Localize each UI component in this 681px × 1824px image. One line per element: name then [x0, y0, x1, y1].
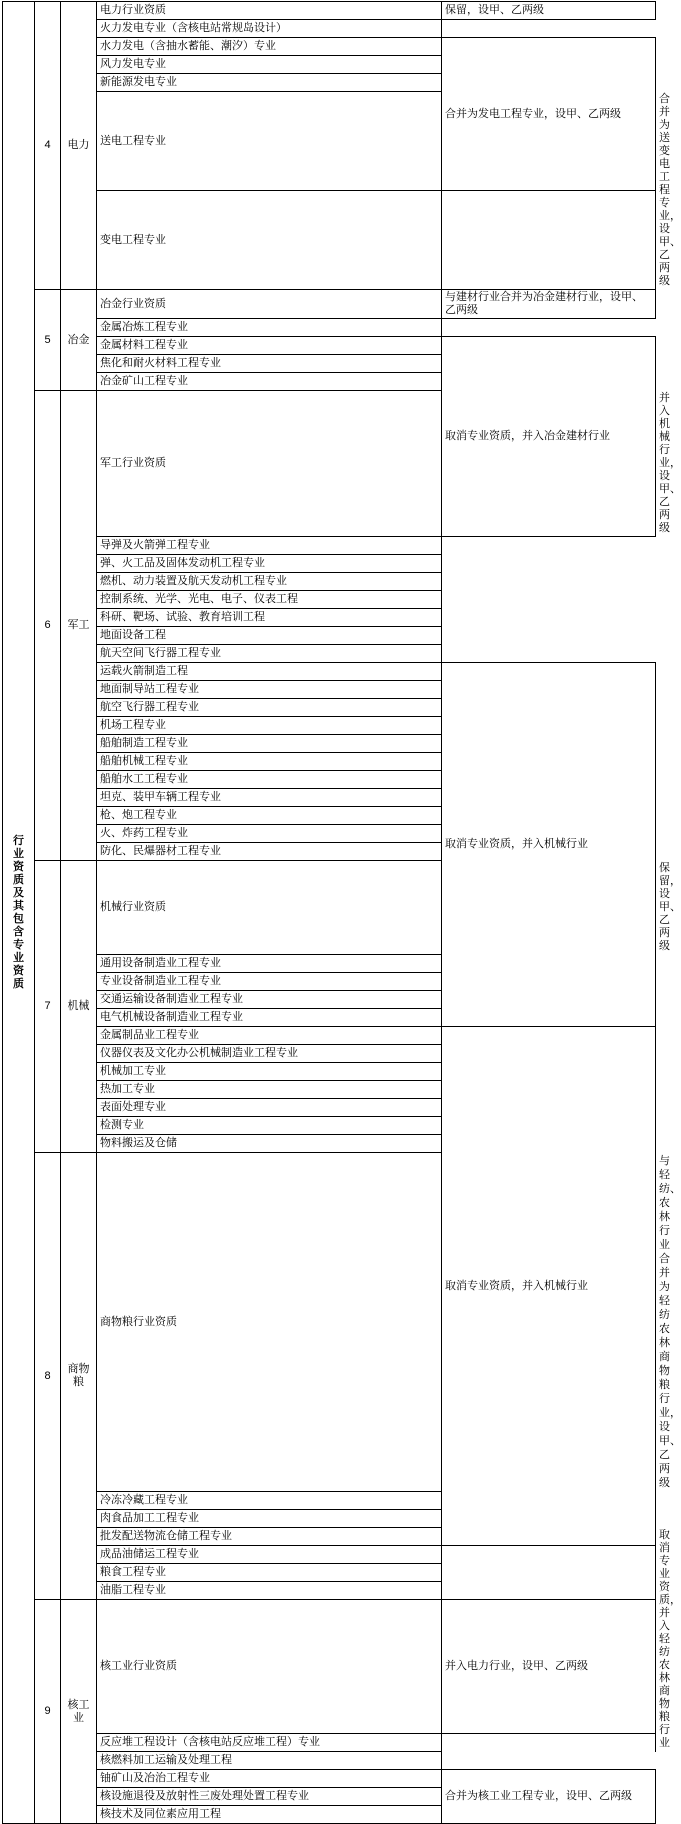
qualification-item: 金属冶炼工程专业 [97, 319, 442, 337]
qualification-item: 油脂工程专业 [97, 1582, 442, 1600]
qualification-item: 冶金矿山工程专业 [97, 373, 442, 391]
table-row [3, 627, 656, 645]
vertical-section-header [3, 2, 35, 1824]
disposition-note: 合并为核工业工程专业，设甲、乙两级 [442, 1770, 656, 1824]
table-row [3, 1752, 656, 1770]
qualification-item: 商物粮行业资质 [97, 1153, 442, 1492]
qualification-item: 坦克、装甲车辆工程专业 [97, 789, 442, 807]
qualification-item: 通用设备制造业工程专业 [97, 955, 442, 973]
qualification-item: 机场工程专业 [97, 717, 442, 735]
qualification-item: 风力发电专业 [97, 56, 442, 74]
disposition-note: 保留，设甲、乙两级 [442, 2, 656, 20]
qualification-item: 核设施退役及放射性三废处理处置工程专业 [97, 1788, 442, 1806]
row-number: 7 [35, 861, 61, 1153]
table-row: 7 机械 机械行业资质 保留，设甲、乙两级 [3, 861, 656, 955]
industry-name: 商物粮 [61, 1153, 97, 1600]
table-row [3, 1582, 656, 1600]
table-row [3, 573, 656, 591]
qualification-item: 热加工专业 [97, 1081, 442, 1099]
qualification-item: 枪、炮工程专业 [97, 807, 442, 825]
table-row [3, 2, 656, 20]
table-row: 8 商物粮 商物粮行业资质 与轻纺、农林行业合并为轻纺农林商物粮行业，设甲、乙两级 [3, 1153, 656, 1492]
table-row [3, 1600, 656, 1734]
vertical-section-header-label: 行业资质及其包含专业资质 [13, 834, 24, 990]
qualification-item: 军工行业资质 [97, 391, 442, 537]
table-row [3, 591, 656, 609]
row-number: 9 [35, 1600, 61, 1824]
row-number: 5 [35, 290, 61, 391]
qualification-item: 送电工程专业 [97, 92, 442, 191]
disposition-note: 与建材行业合并为冶金建材行业，设甲、乙两级 [442, 290, 656, 319]
qualification-item: 核工业行业资质 [97, 1600, 442, 1734]
qualification-item: 机械行业资质 [97, 861, 442, 955]
qualification-item: 地面设备工程 [97, 627, 442, 645]
qualification-item: 运载火箭制造工程 [97, 663, 442, 681]
disposition-note: 合并为发电工程专业，设甲、乙两级 [442, 38, 656, 191]
table-row [3, 319, 656, 337]
table-row [3, 290, 656, 319]
table-row [3, 609, 656, 627]
qualification-item: 仪器仪表及文化办公机械制造业工程专业 [97, 1045, 442, 1063]
qualification-item: 成品油储运工程专业 [97, 1546, 442, 1564]
industry-name: 军工 [61, 391, 97, 861]
qualification-item: 科研、靶场、试验、教育培训工程 [97, 609, 442, 627]
qualification-item: 批发配送物流仓储工程专业 [97, 1528, 442, 1546]
qualification-item: 核技术及同位素应用工程 [97, 1806, 442, 1824]
table-row [3, 191, 656, 290]
table-row: 6 军工 军工行业资质 并入机械行业，设甲、乙两级 [3, 391, 656, 537]
qualification-item: 火力发电专业（含核电站常规岛设计） [97, 20, 442, 38]
qualification-item: 新能源发电专业 [97, 74, 442, 92]
qualification-item: 表面处理专业 [97, 1099, 442, 1117]
qualification-item: 船舶机械工程专业 [97, 753, 442, 771]
row-number: 6 [35, 391, 61, 861]
disposition-note: 并入电力行业，设甲、乙两级 [442, 1600, 656, 1734]
qualification-item: 燃机、动力装置及航天发动机工程专业 [97, 573, 442, 591]
document-page [0, 1, 681, 1820]
qualification-table [2, 1, 681, 1824]
industry-name: 核工业 [61, 1600, 97, 1824]
qualification-item: 反应堆工程设计（含核电站反应堆工程）专业 [97, 1734, 442, 1752]
row-number: 8 [35, 1153, 61, 1600]
table-row [3, 663, 656, 681]
qualification-item: 变电工程专业 [97, 191, 442, 290]
table-row [3, 645, 656, 663]
qualification-item: 冶金行业资质 [97, 290, 442, 319]
table-row: 批发配送物流仓储工程专业 取消专业资质，并入轻纺农林商物粮行业 [3, 1528, 656, 1546]
qualification-item: 专业设备制造业工程专业 [97, 973, 442, 991]
table-row: 送电工程专业 合并为送变电工程专业，设甲、乙两级 [3, 92, 656, 191]
row-number: 4 [35, 2, 61, 290]
industry-name: 冶金 [61, 290, 97, 391]
qualification-item: 粮食工程专业 [97, 1564, 442, 1582]
qualification-item: 弹、火工品及固体发动机工程专业 [97, 555, 442, 573]
table-body [3, 2, 681, 1824]
qualification-item: 航空飞行器工程专业 [97, 699, 442, 717]
table-row [3, 1027, 656, 1045]
qualification-item: 检测专业 [97, 1117, 442, 1135]
qualification-item: 导弹及火箭弹工程专业 [97, 537, 442, 555]
qualification-item: 交通运输设备制造业工程专业 [97, 991, 442, 1009]
table-row [3, 555, 656, 573]
qualification-item: 地面制导站工程专业 [97, 681, 442, 699]
qualification-item: 金属制品业工程专业 [97, 1027, 442, 1045]
qualification-item: 航天空间飞行器工程专业 [97, 645, 442, 663]
table-row [3, 337, 656, 355]
table-row [3, 38, 656, 56]
table-row [3, 20, 656, 38]
qualification-item: 金属材料工程专业 [97, 337, 442, 355]
qualification-item: 铀矿山及冶治工程专业 [97, 1770, 442, 1788]
qualification-item: 肉食品加工工程专业 [97, 1510, 442, 1528]
table-row [3, 1734, 656, 1752]
qualification-item: 控制系统、光学、光电、电子、仪表工程 [97, 591, 442, 609]
disposition-note: 取消专业资质，并入冶金建材行业 [442, 337, 656, 537]
industry-name: 机械 [61, 861, 97, 1153]
qualification-item: 核燃料加工运输及处理工程 [97, 1752, 442, 1770]
qualification-item: 焦化和耐火材料工程专业 [97, 355, 442, 373]
table-row [3, 1564, 656, 1582]
qualification-item: 船舶制造工程专业 [97, 735, 442, 753]
industry-name: 电力 [61, 2, 97, 290]
qualification-item: 火、炸药工程专业 [97, 825, 442, 843]
qualification-item: 机械加工专业 [97, 1063, 442, 1081]
qualification-item: 防化、民爆器材工程专业 [97, 843, 442, 861]
qualification-item: 船舶水工工程专业 [97, 771, 442, 789]
qualification-item: 冷冻冷藏工程专业 [97, 1492, 442, 1510]
table-row [3, 537, 656, 555]
table-row [3, 1546, 656, 1564]
qualification-item: 电力行业资质 [97, 2, 442, 20]
qualification-item: 物料搬运及仓储 [97, 1135, 442, 1153]
qualification-item: 水力发电（含抽水蓄能、潮汐）专业 [97, 38, 442, 56]
disposition-note: 取消专业资质，并入机械行业 [442, 663, 656, 1027]
disposition-note: 取消专业资质，并入机械行业 [442, 1027, 656, 1546]
table-row [3, 1770, 656, 1788]
qualification-item: 电气机械设备制造业工程专业 [97, 1009, 442, 1027]
